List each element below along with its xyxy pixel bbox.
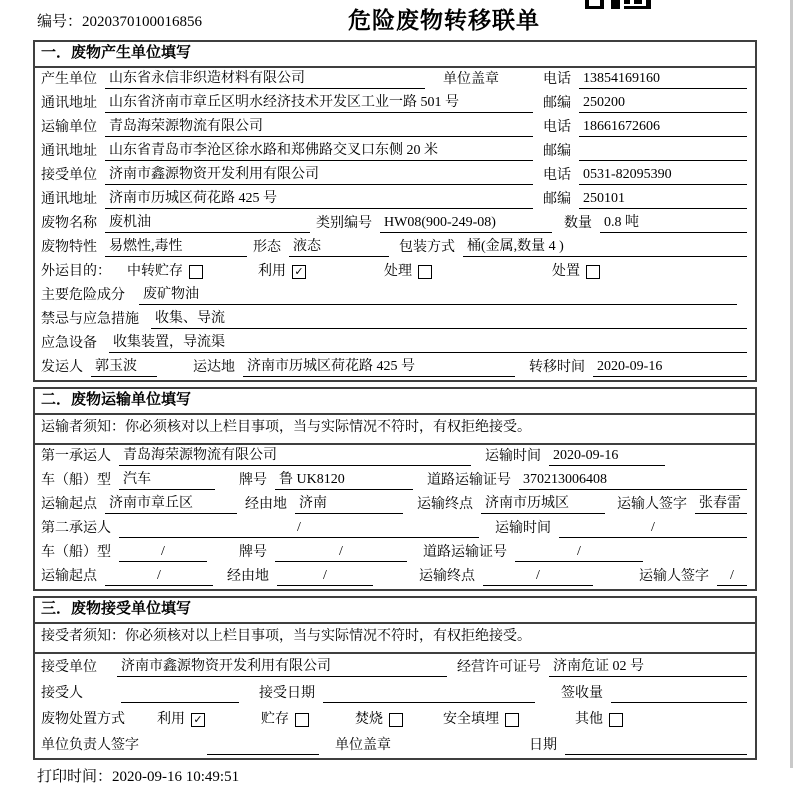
disposal-incinerate-label: 焚烧 <box>355 712 383 727</box>
section-receiver-title: 三．废物接受单位填写 <box>35 598 755 624</box>
waste-characteristics-label: 废物特性 <box>41 240 97 255</box>
endpoint-value: 济南市历城区 <box>481 495 605 514</box>
producer-zip-value: 250200 <box>579 94 747 113</box>
second-carrier-label: 第二承运人 <box>41 521 111 536</box>
endpoint-2-label: 运输终点 <box>419 569 475 584</box>
row-disposal-method <box>35 706 755 732</box>
transporter-phone-value: 18661672606 <box>579 118 747 137</box>
destination-value: 济南市历城区荷花路 425 号 <box>243 358 515 377</box>
section-producer-title: 一．废物产生单位填写 <box>35 42 755 68</box>
producer-zip-label: 邮编 <box>543 96 571 111</box>
carrier-signature-value: 张春雷 <box>695 495 747 514</box>
disposal-other-label: 其他 <box>575 712 603 727</box>
section-producer <box>33 40 757 382</box>
producer-address-label: 通讯地址 <box>41 96 97 111</box>
disposal-incinerate-checkbox <box>389 713 403 727</box>
receiver-zip-label: 邮编 <box>543 192 571 207</box>
row-contraindications <box>35 308 755 332</box>
section-transporter-title: 二．废物运输单位填写 <box>35 389 755 415</box>
responsible-signature-label: 单位负责人签字 <box>41 738 139 753</box>
quantity-value: 0.8 吨 <box>600 214 747 233</box>
row-first-carrier <box>35 445 755 469</box>
row-hazard-components <box>35 284 755 308</box>
producer-phone-label: 电话 <box>543 72 571 87</box>
row-vehicle-type-1 <box>35 469 755 493</box>
print-time-label: 打印时间： <box>37 769 113 785</box>
acceptor-label: 接受人 <box>41 686 83 701</box>
row-consignor <box>35 356 755 380</box>
quantity-label: 数量 <box>564 216 592 231</box>
row-transfer-purpose <box>35 260 755 284</box>
packaging-label: 包装方式 <box>399 240 455 255</box>
disposal-utilize-label: 利用 <box>157 712 185 727</box>
transfer-time-value: 2020-09-16 <box>593 358 747 377</box>
transporter-notice: 运输者须知：你必须核对以上栏目事项，当与实际情况不符时，有权拒绝接受。 <box>35 415 755 445</box>
consignor-value: 郭玉波 <box>91 358 157 377</box>
row-transport-route-1 <box>35 493 755 517</box>
second-carrier-value: / <box>119 519 479 538</box>
road-permit-label: 道路运输证号 <box>427 473 511 488</box>
row-transport-route-2 <box>35 565 755 589</box>
unit-seal-label: 单位盖章 <box>443 72 499 87</box>
form-header <box>0 0 796 40</box>
purpose-option-treat <box>384 263 432 281</box>
road-permit-2-label: 道路运输证号 <box>423 545 507 560</box>
destination-label: 运达地 <box>193 360 235 375</box>
origin-2-label: 运输起点 <box>41 569 97 584</box>
accepting-unit-value: 济南市鑫源物资开发利用有限公司 <box>117 658 447 677</box>
accept-date-label: 接受日期 <box>259 686 315 701</box>
license-number-label: 经营许可证号 <box>457 660 541 675</box>
row-producer-unit <box>35 68 755 92</box>
carrier-signature-2-label: 运输人签字 <box>639 569 709 584</box>
transporter-phone-label: 电话 <box>543 120 571 135</box>
receiver-address-value: 济南市历城区荷花路 425 号 <box>105 190 533 209</box>
via-label: 经由地 <box>245 497 287 512</box>
hazard-components-value: 废矿物油 <box>139 286 737 305</box>
row-waste-characteristics <box>35 236 755 260</box>
contraindications-value: 收集、导流 <box>151 310 747 329</box>
waste-name-value: 废机油 <box>105 214 310 233</box>
transporter-address-value: 山东省青岛市李沧区徐水路和郑佛路交叉口东侧 20 米 <box>105 142 533 161</box>
transporter-address-label: 通讯地址 <box>41 144 97 159</box>
disposal-storage-label: 贮存 <box>261 712 289 727</box>
transporter-zip-label: 邮编 <box>543 144 571 159</box>
transporter-unit-label: 运输单位 <box>41 120 97 135</box>
vehicle-type-2-value: / <box>119 543 207 562</box>
transport-time-label: 运输时间 <box>485 449 541 464</box>
producer-unit-value: 山东省永信非织造材料有限公司 <box>105 70 425 89</box>
disposal-storage-checkbox <box>295 713 309 727</box>
date-label: 日期 <box>529 738 557 753</box>
purpose-transit-storage-checkbox <box>189 265 203 279</box>
vehicle-type-2-label: 车（船）型 <box>41 545 111 560</box>
accept-date-value <box>323 702 535 703</box>
date-value <box>565 754 747 755</box>
print-time-value: 2020-09-16 10:49:51 <box>112 769 240 785</box>
print-time <box>37 765 796 786</box>
transport-time-value: 2020-09-16 <box>549 447 665 466</box>
license-number-value: 济南危证 02 号 <box>549 658 747 677</box>
disposal-option-landfill <box>443 711 519 729</box>
row-emergency-equipment <box>35 332 755 356</box>
row-receiver-unit <box>35 164 755 188</box>
hazard-components-label: 主要危险成分 <box>41 288 125 303</box>
carrier-signature-label: 运输人签字 <box>617 497 687 512</box>
purpose-treat-checkbox <box>418 265 432 279</box>
accepting-unit-label: 接受单位 <box>41 660 97 675</box>
row-receiver-address <box>35 188 755 212</box>
via-2-value: / <box>277 567 373 586</box>
via-2-label: 经由地 <box>227 569 269 584</box>
section-receiver <box>33 596 757 760</box>
plate-number-2-label: 牌号 <box>239 545 267 560</box>
receiver-unit-label: 接受单位 <box>41 168 97 183</box>
transporter-unit-value: 青岛海荣源物流有限公司 <box>105 118 533 137</box>
purpose-treat-label: 处理 <box>384 264 412 279</box>
purpose-option-utilize <box>258 263 306 281</box>
carrier-signature-2-value: / <box>717 567 747 586</box>
row-accepting-unit <box>35 654 755 680</box>
packaging-value: 桶(金属,数量 4 ) <box>463 238 747 257</box>
form-title: 危险废物转移联单 <box>348 8 540 33</box>
receiver-address-label: 通讯地址 <box>41 192 97 207</box>
origin-2-value: / <box>105 567 213 586</box>
via-value: 济南 <box>295 495 403 514</box>
vehicle-type-value: 汽车 <box>119 471 215 490</box>
receiver-notice: 接受者须知：你必须核对以上栏目事项，当与实际情况不符时，有权拒绝接受。 <box>35 624 755 654</box>
producer-address-value: 山东省济南市章丘区明水经济技术开发区工业一路 501 号 <box>105 94 533 113</box>
transporter-zip-value <box>579 160 747 161</box>
row-vehicle-type-2 <box>35 541 755 565</box>
plate-number-label: 牌号 <box>239 473 267 488</box>
document-number-label: 编号： <box>37 14 83 30</box>
consignor-label: 发运人 <box>41 360 83 375</box>
contraindications-label: 禁忌与应急措施 <box>41 312 139 327</box>
receiver-zip-value: 250101 <box>579 190 747 209</box>
category-code-value: HW08(900-249-08) <box>380 214 552 233</box>
purpose-option-dispose <box>552 263 600 281</box>
disposal-option-other <box>575 711 623 729</box>
disposal-other-checkbox <box>609 713 623 727</box>
transport-time-2-label: 运输时间 <box>495 521 551 536</box>
disposal-method-label: 废物处置方式 <box>41 712 125 727</box>
origin-label: 运输起点 <box>41 497 97 512</box>
disposal-landfill-label: 安全填埋 <box>443 712 499 727</box>
acceptor-value <box>121 702 239 703</box>
plate-number-2-value: / <box>275 543 407 562</box>
receiver-seal-label: 单位盖章 <box>335 738 391 753</box>
disposal-option-incinerate <box>355 711 403 729</box>
purpose-dispose-label: 处置 <box>552 264 580 279</box>
endpoint-2-value: / <box>483 567 593 586</box>
purpose-utilize-checkbox: ✓ <box>292 265 306 279</box>
road-permit-2-value: / <box>515 543 643 562</box>
plate-number-value: 鲁 UK8120 <box>275 471 413 490</box>
producer-phone-value: 13854169160 <box>579 70 747 89</box>
document-number-value: 2020370100016856 <box>82 14 203 30</box>
row-waste-name <box>35 212 755 236</box>
disposal-utilize-checkbox: ✓ <box>191 713 205 727</box>
disposal-option-storage <box>261 711 309 729</box>
page-edge-strip <box>790 0 793 768</box>
form-state-value: 液态 <box>289 238 389 257</box>
vehicle-type-label: 车（船）型 <box>41 473 111 488</box>
received-quantity-value <box>611 702 747 703</box>
responsible-signature-value <box>207 754 319 755</box>
first-carrier-label: 第一承运人 <box>41 449 111 464</box>
receiver-unit-value: 济南市鑫源物资开发利用有限公司 <box>105 166 533 185</box>
disposal-landfill-checkbox <box>505 713 519 727</box>
endpoint-label: 运输终点 <box>417 497 473 512</box>
purpose-transit-storage-label: 中转贮存 <box>127 264 183 279</box>
emergency-equipment-value: 收集装置，导流渠 <box>109 334 747 353</box>
row-transporter-unit <box>35 116 755 140</box>
receiver-phone-label: 电话 <box>543 168 571 183</box>
row-acceptor <box>35 680 755 706</box>
waste-name-label: 废物名称 <box>41 216 97 231</box>
producer-unit-label: 产生单位 <box>41 72 97 87</box>
row-producer-address <box>35 92 755 116</box>
road-permit-value: 370213006408 <box>519 471 747 490</box>
waste-characteristics-value: 易燃性,毒性 <box>105 238 247 257</box>
received-quantity-label: 签收量 <box>561 686 603 701</box>
disposal-option-utilize <box>157 711 205 729</box>
purpose-option-transit-storage <box>127 263 203 281</box>
row-transporter-address <box>35 140 755 164</box>
origin-value: 济南市章丘区 <box>105 495 237 514</box>
purpose-utilize-label: 利用 <box>258 264 286 279</box>
receiver-phone-value: 0531-82095390 <box>579 166 747 185</box>
purpose-dispose-checkbox <box>586 265 600 279</box>
emergency-equipment-label: 应急设备 <box>41 336 97 351</box>
transport-time-2-value: / <box>559 519 747 538</box>
category-code-label: 类别编号 <box>316 216 372 231</box>
row-second-carrier <box>35 517 755 541</box>
section-transporter <box>33 387 757 591</box>
form-state-label: 形态 <box>253 240 281 255</box>
row-responsible-signature <box>35 732 755 758</box>
transfer-time-label: 转移时间 <box>529 360 585 375</box>
transfer-purpose-label: 外运目的： <box>41 264 111 279</box>
first-carrier-value: 青岛海荣源物流有限公司 <box>119 447 471 466</box>
